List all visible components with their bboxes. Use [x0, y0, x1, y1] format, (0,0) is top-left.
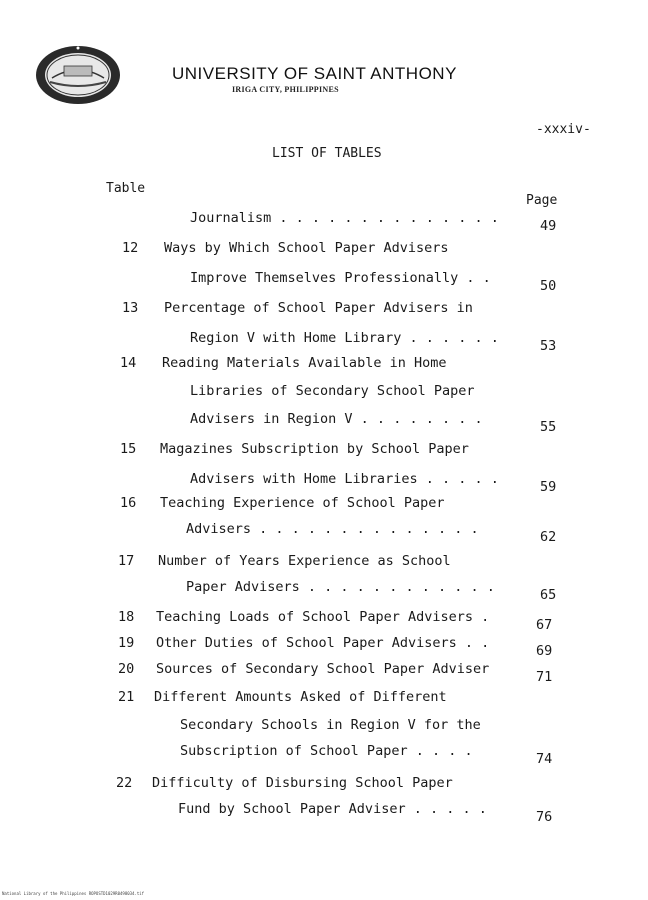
- table-entry-title: Secondary Schools in Region V for the: [180, 717, 481, 733]
- table-entry-page: 76: [536, 809, 553, 825]
- table-entry-title: Sources of Secondary School Paper Adviser: [156, 661, 490, 677]
- table-entry-page: 55: [540, 419, 557, 435]
- table-entry-page: 53: [540, 338, 557, 354]
- table-entry-title: Other Duties of School Paper Advisers . .: [156, 635, 490, 651]
- table-entry-title: Improve Themselves Professionally . .: [190, 270, 491, 286]
- table-number: 14: [120, 355, 137, 371]
- table-number: 17: [118, 553, 135, 569]
- table-entry-title: Advisers in Region V . . . . . . . .: [190, 411, 483, 427]
- table-entry-page: 65: [540, 587, 557, 603]
- table-entry-title: Libraries of Secondary School Paper: [190, 383, 475, 399]
- table-column-header: Table: [106, 181, 146, 196]
- table-number: 20: [118, 661, 135, 677]
- table-entry-page: 59: [540, 479, 557, 495]
- table-number: 16: [120, 495, 137, 511]
- table-entry-title: Difficulty of Disbursing School Paper: [152, 775, 453, 791]
- table-entry-title: Ways by Which School Paper Advisers: [164, 240, 449, 256]
- table-number: 19: [118, 635, 135, 651]
- table-entry-title: Magazines Subscription by School Paper: [160, 441, 469, 457]
- table-entry-title: Percentage of School Paper Advisers in: [164, 300, 473, 316]
- table-entry-title: Different Amounts Asked of Different: [154, 689, 447, 705]
- table-entry-page: 49: [540, 218, 557, 234]
- table-entry-page: 69: [536, 643, 553, 659]
- table-entry-title: Region V with Home Library . . . . . .: [190, 330, 499, 346]
- table-number: 18: [118, 609, 135, 625]
- table-entry-title: Teaching Loads of School Paper Advisers .: [156, 609, 490, 625]
- table-entry-title: Journalism . . . . . . . . . . . . . .: [190, 210, 499, 226]
- table-entry-page: 71: [536, 669, 553, 685]
- table-entry-title: Reading Materials Available in Home: [162, 355, 447, 371]
- table-entry-title: Advisers with Home Libraries . . . . .: [190, 471, 499, 487]
- table-number: 22: [116, 775, 133, 791]
- table-entry-title: Paper Advisers . . . . . . . . . . . .: [186, 579, 495, 595]
- university-name: UNIVERSITY OF SAINT ANTHONY: [172, 64, 457, 83]
- table-entry-page: 50: [540, 278, 557, 294]
- table-entry-title: Fund by School Paper Adviser . . . . .: [178, 801, 487, 817]
- university-location: IRIGA CITY, PHILIPPINES: [232, 85, 339, 94]
- footer-source: National Library of the Philippines ROPOSTD1029R0498034.tif: [2, 891, 145, 896]
- table-entry-title: Subscription of School Paper . . . .: [180, 743, 473, 759]
- table-entry-title: Advisers . . . . . . . . . . . . . .: [186, 521, 479, 537]
- table-entry-page: 67: [536, 617, 553, 633]
- page-title: LIST OF TABLES: [272, 146, 382, 161]
- page-number: -xxxiv-: [536, 122, 591, 137]
- table-entry-title: Teaching Experience of School Paper: [160, 495, 445, 511]
- table-entry-title: Number of Years Experience as School: [158, 553, 451, 569]
- table-number: 12: [122, 240, 139, 256]
- table-number: 21: [118, 689, 135, 705]
- table-number: 15: [120, 441, 137, 457]
- university-seal-logo: [34, 44, 122, 106]
- page-column-header: Page: [526, 193, 558, 208]
- table-number: 13: [122, 300, 139, 316]
- table-entry-page: 62: [540, 529, 557, 545]
- table-entry-page: 74: [536, 751, 553, 767]
